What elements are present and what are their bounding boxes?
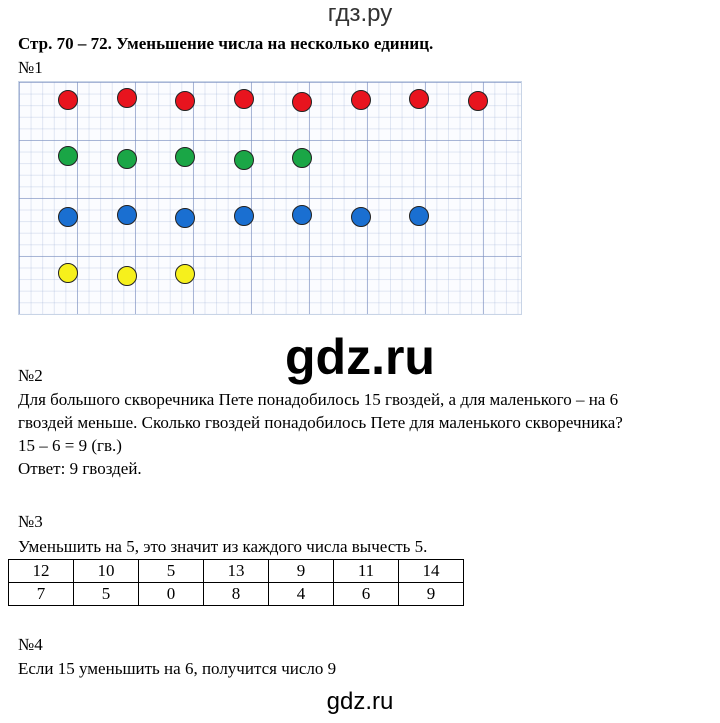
task2-number: №2	[18, 366, 43, 385]
colored-dot	[292, 205, 312, 225]
colored-dot	[175, 147, 195, 167]
colored-dot	[117, 149, 137, 169]
table-cell: 4	[269, 583, 334, 606]
table-cell: 9	[269, 560, 334, 583]
colored-dot	[175, 91, 195, 111]
colored-dot	[292, 92, 312, 112]
task3-number: №3	[18, 512, 43, 531]
table-cell: 10	[74, 560, 139, 583]
colored-dot	[175, 208, 195, 228]
table-cell: 5	[139, 560, 204, 583]
table-cell: 9	[399, 583, 464, 606]
task4-number: №4	[18, 635, 43, 654]
table-cell: 7	[9, 583, 74, 606]
colored-dot	[292, 148, 312, 168]
table-cell: 13	[204, 560, 269, 583]
colored-dot	[117, 266, 137, 286]
colored-dot	[351, 207, 371, 227]
table-cell: 14	[399, 560, 464, 583]
task4-text: Если 15 уменьшить на 6, получится число 9	[18, 659, 337, 678]
dots-grid	[18, 81, 522, 315]
colored-dot	[234, 206, 254, 226]
colored-dot	[234, 89, 254, 109]
table-cell: 12	[9, 560, 74, 583]
task2-line-2: гвоздей меньше. Сколько гвоздей понадобилось Пете для маленького скворечника?	[18, 413, 623, 432]
colored-dot	[468, 91, 488, 111]
task2-answer: Ответ: 9 гвоздей.	[18, 459, 142, 478]
colored-dot	[117, 88, 137, 108]
table-cell: 8	[204, 583, 269, 606]
table-cell: 5	[74, 583, 139, 606]
colored-dot	[58, 146, 78, 166]
colored-dot	[351, 90, 371, 110]
watermark-bottom: gdz.ru	[326, 688, 394, 715]
watermark-center: gdz.ru	[285, 329, 435, 385]
table-row	[9, 560, 464, 583]
table-cell: 6	[334, 583, 399, 606]
colored-dot	[175, 264, 195, 284]
table-cell: 0	[139, 583, 204, 606]
table-row	[9, 583, 464, 606]
colored-dot	[409, 206, 429, 226]
table-cell: 11	[334, 560, 399, 583]
task3-text: Уменьшить на 5, это значит из каждого числа вычесть 5.	[18, 537, 428, 556]
colored-dot	[58, 207, 78, 227]
colored-dot	[117, 205, 137, 225]
page-title: Стр. 70 – 72. Уменьшение числа на несколько единиц.	[18, 34, 434, 53]
task1-number: №1	[18, 58, 43, 77]
colored-dot	[234, 150, 254, 170]
colored-dot	[58, 90, 78, 110]
site-header-logo: гдз.ру	[327, 0, 393, 27]
task2-line-1: Для большого скворечника Пете понадобилось 15 гвоздей, а для маленького – на 6	[18, 390, 619, 409]
task2-equation: 15 – 6 = 9 (гв.)	[18, 436, 122, 455]
subtraction-table	[8, 559, 464, 606]
colored-dot	[58, 263, 78, 283]
colored-dot	[409, 89, 429, 109]
